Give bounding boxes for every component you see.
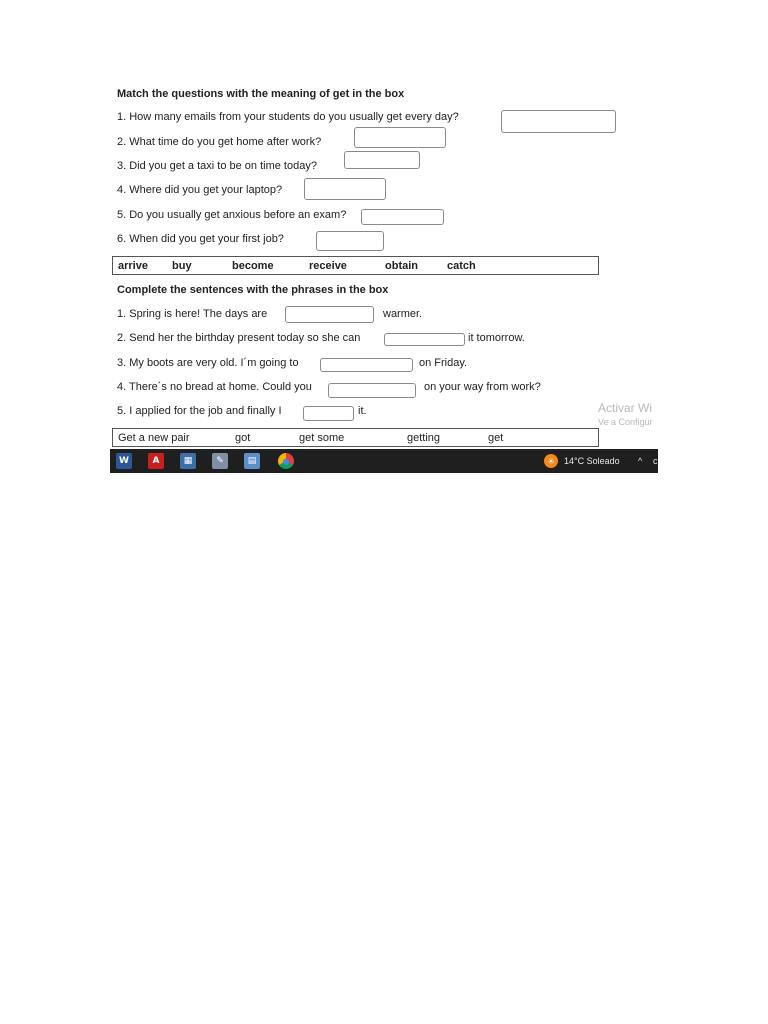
sentence-2-end: it tomorrow. [468,332,525,344]
chevron-up-icon[interactable]: ^ [638,456,643,466]
word-box-2-item: got [235,432,251,444]
activation-watermark-title: Activar Wi [598,401,652,415]
blank-field-1[interactable] [285,306,374,323]
taskbar [110,449,658,473]
word-box-1-item: catch [447,260,476,272]
sentence-3-end: on Friday. [419,357,468,369]
word-box-1-item: obtain [385,260,418,272]
word-box-2-item: get [488,432,504,444]
sentence-2-start: 2. Send her the birthday present today so she can [117,332,361,344]
answer-field-3[interactable] [344,151,420,169]
chrome-icon[interactable]: ● [278,453,294,469]
word-box-2-item: getting [407,432,441,444]
question-1: 1. How many emails from your students do you usually get every day? [117,111,459,123]
answer-field-1[interactable] [501,110,616,133]
word-icon[interactable]: W [116,453,132,469]
sentence-1-end: warmer. [383,308,423,320]
sentence-1-start: 1. Spring is here! The days are [117,308,268,320]
answer-field-5[interactable] [361,209,444,225]
word-box-2 [112,428,599,447]
blank-field-2[interactable] [384,333,465,346]
weather-sun-icon[interactable]: ☀ [544,454,558,468]
blank-field-5[interactable] [303,406,354,421]
word-box-1 [112,256,599,275]
question-2: 2. What time do you get home after work? [117,136,322,148]
word-box-2-item: Get a new pair [118,432,190,444]
sentence-5-start: 5. I applied for the job and finally I [117,405,282,417]
answer-field-6[interactable] [316,231,384,251]
notepad-icon[interactable]: ▤ [244,453,260,469]
sentence-4-end: on your way from work? [424,381,541,393]
sentence-4-start: 4. There´s no bread at home. Could you [117,381,312,393]
word-box-1-item: arrive [118,260,148,272]
question-3: 3. Did you get a taxi to be on time today? [117,160,317,172]
answer-field-4[interactable] [304,178,386,200]
activation-watermark-subtitle: Ve a Configur [598,417,653,427]
word-box-1-item: receive [309,260,347,272]
section1-heading: Match the questions with the meaning of get in the box [117,88,405,100]
word-box-1-item: buy [172,260,192,272]
worksheet-screenshot [110,80,658,473]
sentence-3-start: 3. My boots are very old. I´m going to [117,357,299,369]
weather-text[interactable]: 14°C Soleado [564,456,620,466]
sentence-5-end: it. [358,405,367,417]
question-4: 4. Where did you get your laptop? [117,184,283,196]
calculator-icon[interactable]: ▦ [180,453,196,469]
blank-field-3[interactable] [320,358,413,372]
word-box-2-item: get some [299,432,345,444]
question-6: 6. When did you get your first job? [117,233,284,245]
section2-heading: Complete the sentences with the phrases in the box [117,284,389,296]
tray-edge-text: c [653,456,658,466]
acrobat-icon[interactable]: A [148,453,164,469]
answer-field-2[interactable] [354,127,446,148]
question-5: 5. Do you usually get anxious before an exam? [117,209,347,221]
paint-icon[interactable]: ✎ [212,453,228,469]
blank-field-4[interactable] [328,383,416,398]
word-box-1-item: become [232,260,274,272]
